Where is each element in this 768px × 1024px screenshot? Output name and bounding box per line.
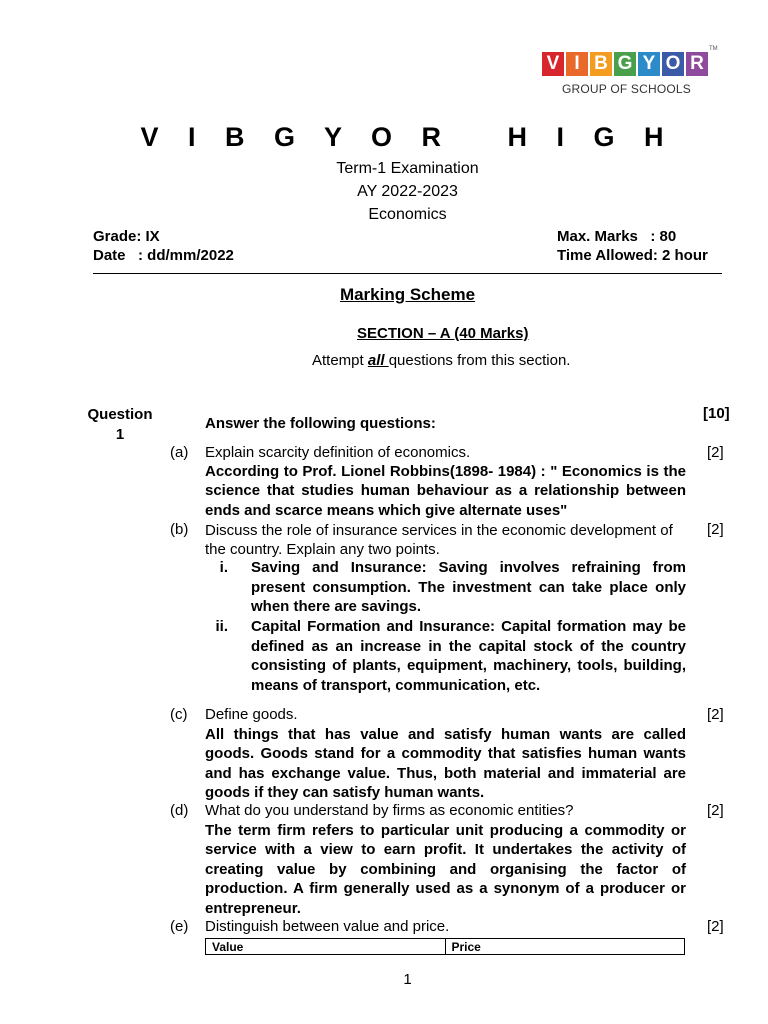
- part-d-question: What do you understand by firms as economic entities?: [205, 802, 574, 819]
- logo-letter-o: O: [662, 52, 684, 76]
- part-b-marks: [2]: [707, 521, 724, 538]
- logo-trademark: TM: [709, 46, 718, 52]
- exam-title: Term-1 Examination: [336, 160, 479, 177]
- question-instruction: Answer the following questions:: [205, 415, 436, 432]
- part-b-point-2-text: Capital Formation and Insurance: Capital formation may be defined as an increase in the capital stock of the country consisting of plants, equipment, machinery, tools, building, means of transport, communication, etc.: [251, 618, 686, 694]
- section-title: SECTION – A (40 Marks): [357, 325, 529, 342]
- part-b-point-1-number: i.: [219, 559, 228, 576]
- value-price-table: [205, 938, 685, 955]
- part-b-point-1-text: Saving and Insurance: Saving involves refraining from present consumption. The investment can take place only when there are savings.: [251, 559, 686, 615]
- part-a-question: Explain scarcity definition of economics.: [205, 444, 471, 461]
- question-total-marks: [10]: [703, 405, 730, 422]
- part-d-marks: [2]: [707, 802, 724, 819]
- logo-letter-i: I: [566, 52, 588, 76]
- logo-letter-y: Y: [638, 52, 660, 76]
- part-a-marks: [2]: [707, 444, 724, 461]
- table-header-row: [206, 939, 685, 955]
- part-c-question: Define goods.: [205, 706, 298, 723]
- logo-letter-b: B: [590, 52, 612, 76]
- part-b-point-2-number: ii.: [215, 618, 228, 635]
- table-header-value: Value: [206, 939, 446, 955]
- question-label: Question: [87, 406, 153, 423]
- attempt-emphasis: all: [367, 352, 389, 369]
- attempt-suffix: questions from this section.: [388, 352, 571, 369]
- marking-scheme-title: Marking Scheme: [339, 285, 476, 304]
- part-c-marks: [2]: [707, 706, 724, 723]
- part-d-letter: (d): [170, 802, 189, 819]
- logo-subtitle: GROUP OF SCHOOLS: [562, 82, 692, 96]
- question-index: 1: [115, 426, 125, 443]
- part-a-answer: According to Prof. Lionel Robbins(1898- 1984) : " Economics is the science that studies human behaviour as a relationship between ends and scarce means which give alternate uses": [205, 463, 686, 519]
- school-name: V I B G Y O R H I G H: [140, 122, 675, 152]
- part-b-question: Discuss the role of insurance services in the economic development of the country. Explain any two points.: [205, 522, 673, 558]
- part-e-letter: (e): [170, 918, 189, 935]
- part-b-letter: (b): [170, 521, 189, 538]
- page-number: 1: [403, 971, 412, 988]
- logo-letter-g: G: [614, 52, 636, 76]
- max-marks-label: Max. Marks : 80: [557, 228, 677, 245]
- part-c-letter: (c): [170, 706, 188, 723]
- part-e-marks: [2]: [707, 918, 724, 935]
- logo-letter-r: R: [686, 52, 708, 76]
- vibgyor-logo: [542, 46, 718, 102]
- part-c-answer: All things that has value and satisfy human wants are called goods. Goods stand for a commodity that satisfies human wants and has exchange value. Thus, both material and immaterial are goods if they can satisfy human wants.: [205, 726, 686, 802]
- part-d-answer: The term firm refers to particular unit producing a commodity or service with a view to earn profit. It undertakes the activity of creating value by combining and organising the factor of production. A firm generally used as a synonym of a producer or entrepreneur.: [205, 822, 686, 917]
- time-allowed-label: Time Allowed: 2 hour: [557, 247, 708, 264]
- section-instruction: [312, 352, 570, 369]
- part-a-letter: (a): [170, 444, 189, 461]
- academic-year: AY 2022-2023: [357, 183, 458, 200]
- table-header-price: Price: [445, 939, 685, 955]
- question-number: [85, 405, 155, 445]
- header-divider: [93, 273, 722, 274]
- logo-letter-v: V: [542, 52, 564, 76]
- date-label: Date : dd/mm/2022: [93, 247, 234, 264]
- part-e-question: Distinguish between value and price.: [205, 918, 450, 935]
- logo-letters: [542, 52, 712, 76]
- subject-title: Economics: [368, 206, 447, 223]
- attempt-prefix: Attempt: [312, 352, 368, 369]
- grade-label: Grade: IX: [93, 228, 160, 245]
